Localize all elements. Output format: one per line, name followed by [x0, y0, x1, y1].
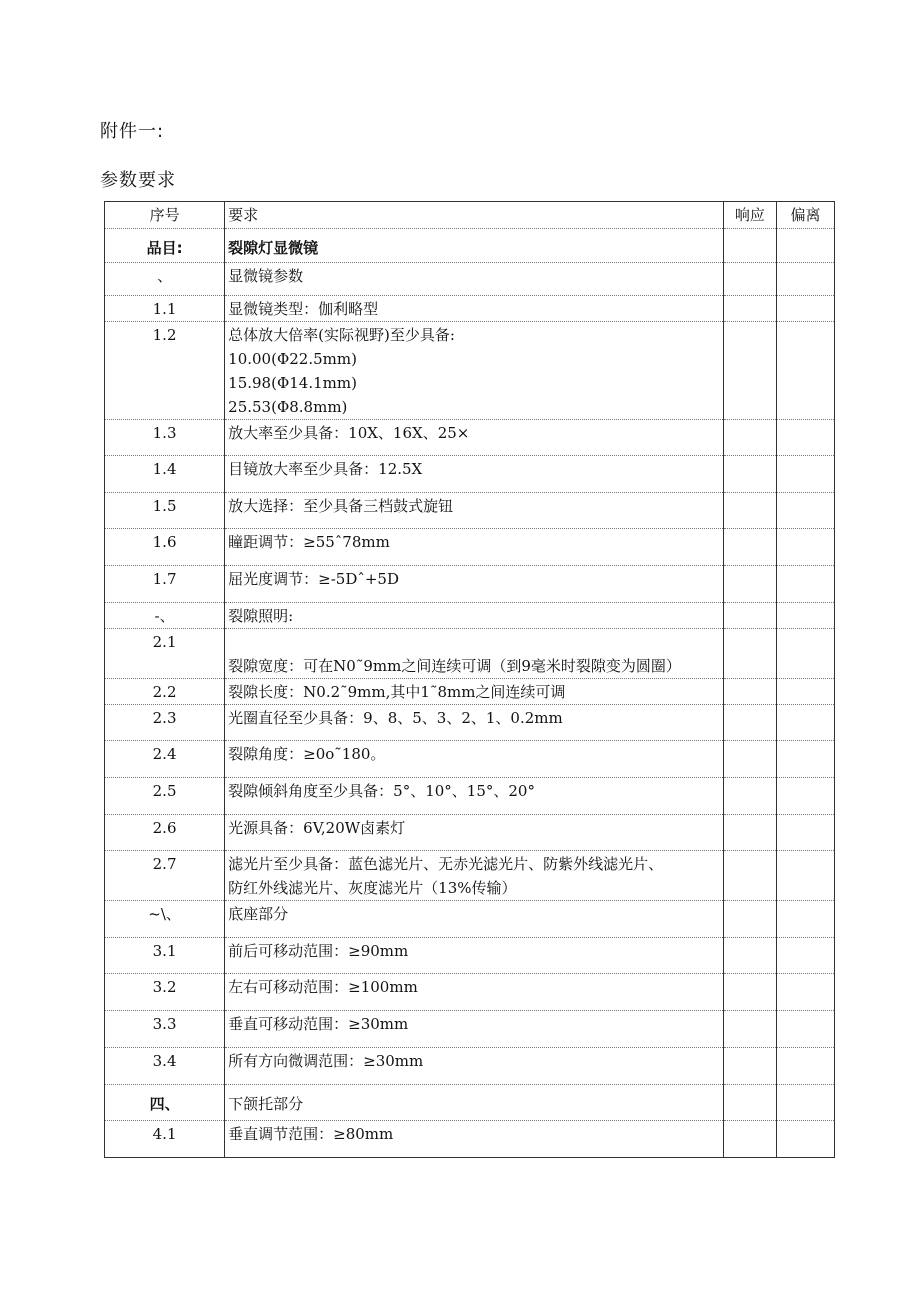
row-requirement — [225, 815, 724, 851]
row-number: 3.3 — [105, 1011, 225, 1048]
response-cell[interactable] — [723, 322, 776, 420]
response-cell[interactable] — [723, 456, 776, 493]
requirement-line: 光源具备：6V,20W卤素灯 — [228, 819, 406, 837]
row-requirement — [225, 1085, 724, 1121]
deviation-cell[interactable] — [776, 566, 834, 603]
row-requirement — [225, 851, 724, 901]
row-requirement — [225, 229, 724, 263]
requirement-line: 15.98(Φ14.1mm) — [228, 374, 357, 392]
deviation-cell[interactable] — [776, 493, 834, 529]
response-cell[interactable] — [723, 1011, 776, 1048]
table-row — [105, 778, 835, 815]
requirement-line: 左右可移动范围：≥100mm — [228, 978, 418, 996]
deviation-cell[interactable] — [776, 529, 834, 566]
response-cell[interactable] — [723, 603, 776, 629]
requirement-line — [228, 630, 720, 654]
row-number: ~\、 — [105, 901, 225, 938]
header-no: 序号 — [105, 202, 225, 229]
table-row — [105, 938, 835, 974]
response-cell[interactable] — [723, 263, 776, 296]
response-cell[interactable] — [723, 1085, 776, 1121]
response-cell[interactable] — [723, 296, 776, 322]
table-row — [105, 815, 835, 851]
deviation-cell[interactable] — [776, 322, 834, 420]
deviation-cell[interactable] — [776, 741, 834, 778]
requirement-line: 防红外线滤光片、灰度滤光片（13%传输） — [228, 879, 517, 897]
parameters-heading: 参数要求 — [100, 170, 176, 191]
response-cell[interactable] — [723, 815, 776, 851]
deviation-cell[interactable] — [776, 938, 834, 974]
row-requirement — [225, 778, 724, 815]
row-number: 2.1 — [105, 629, 225, 679]
response-cell[interactable] — [723, 1121, 776, 1158]
requirement-line: 光圈直径至少具备：9、8、5、3、2、1、0.2mm — [228, 709, 563, 727]
requirement-line: 裂隙角度：≥0o˜180。 — [228, 745, 386, 763]
requirement-line: 底座部分 — [228, 905, 289, 923]
row-number: 四、 — [105, 1085, 225, 1121]
table-row — [105, 1085, 835, 1121]
requirement-line: 裂隙倾斜角度至少具备：5°、10°、15°、20° — [228, 782, 535, 800]
table-row — [105, 420, 835, 456]
response-cell[interactable] — [723, 974, 776, 1011]
response-cell[interactable] — [723, 566, 776, 603]
requirement-line: 放大选择：至少具备三档鼓式旋钮 — [228, 497, 454, 515]
row-number: 1.6 — [105, 529, 225, 566]
row-number: 1.2 — [105, 322, 225, 420]
response-cell[interactable] — [723, 901, 776, 938]
response-cell[interactable] — [723, 1048, 776, 1085]
deviation-cell[interactable] — [776, 629, 834, 679]
row-number: 3.1 — [105, 938, 225, 974]
row-requirement — [225, 263, 724, 296]
row-number: 、 — [105, 263, 225, 296]
row-requirement — [225, 603, 724, 629]
requirement-line: 垂直可移动范围：≥30mm — [228, 1015, 409, 1033]
requirement-line: 垂直调节范围：≥80mm — [228, 1125, 394, 1143]
response-cell[interactable] — [723, 229, 776, 263]
table-row — [105, 741, 835, 778]
deviation-cell[interactable] — [776, 456, 834, 493]
response-cell[interactable] — [723, 493, 776, 529]
header-deviation: 偏离 — [776, 202, 834, 229]
table-header-row — [105, 202, 835, 229]
row-number: 3.2 — [105, 974, 225, 1011]
deviation-cell[interactable] — [776, 229, 834, 263]
row-requirement — [225, 420, 724, 456]
table-row — [105, 851, 835, 901]
requirement-line: 屈光度调节：≥-5Dˆ+5D — [228, 570, 400, 588]
deviation-cell[interactable] — [776, 420, 834, 456]
deviation-cell[interactable] — [776, 974, 834, 1011]
deviation-cell[interactable] — [776, 1121, 834, 1158]
header-response: 响应 — [723, 202, 776, 229]
table-row — [105, 1048, 835, 1085]
row-number: 1.1 — [105, 296, 225, 322]
requirement-line: 前后可移动范围：≥90mm — [228, 942, 409, 960]
row-requirement — [225, 974, 724, 1011]
requirement-line: 10.00(Φ22.5mm) — [228, 350, 357, 368]
row-number: 2.4 — [105, 741, 225, 778]
deviation-cell[interactable] — [776, 815, 834, 851]
row-number: 1.7 — [105, 566, 225, 603]
requirement-line: 总体放大倍率(实际视野)至少具备: — [228, 326, 455, 344]
table-row — [105, 296, 835, 322]
row-requirement — [225, 529, 724, 566]
deviation-cell[interactable] — [776, 603, 834, 629]
table-row — [105, 1121, 835, 1158]
row-requirement — [225, 566, 724, 603]
deviation-cell[interactable] — [776, 1048, 834, 1085]
requirement-line: 滤光片至少具备：蓝色滤光片、无赤光滤光片、防紫外线滤光片、 — [228, 855, 664, 873]
table-row — [105, 456, 835, 493]
table-row — [105, 705, 835, 741]
requirement-line: 目镜放大率至少具备：12.5X — [228, 460, 423, 478]
table-row — [105, 322, 835, 420]
row-number: 2.3 — [105, 705, 225, 741]
table-row — [105, 566, 835, 603]
table-row — [105, 263, 835, 296]
table-row — [105, 1011, 835, 1048]
deviation-cell[interactable] — [776, 705, 834, 741]
row-number: 3.4 — [105, 1048, 225, 1085]
row-number: 2.6 — [105, 815, 225, 851]
row-number: 1.4 — [105, 456, 225, 493]
requirement-line: 裂隙照明: — [228, 607, 294, 625]
requirement-line: 裂隙宽度：可在N0˜9mm之间连续可调（到9毫米时裂隙变为圆圈） — [228, 657, 681, 675]
deviation-cell[interactable] — [776, 263, 834, 296]
row-number: 4.1 — [105, 1121, 225, 1158]
response-cell[interactable] — [723, 529, 776, 566]
table-row — [105, 629, 835, 679]
response-cell[interactable] — [723, 851, 776, 901]
response-cell[interactable] — [723, 629, 776, 679]
response-cell[interactable] — [723, 420, 776, 456]
response-cell[interactable] — [723, 741, 776, 778]
deviation-cell[interactable] — [776, 851, 834, 901]
table-row — [105, 529, 835, 566]
deviation-cell[interactable] — [776, 679, 834, 705]
row-number: 品目: — [105, 229, 225, 263]
row-number: -、 — [105, 603, 225, 629]
table-row — [105, 603, 835, 629]
response-cell[interactable] — [723, 705, 776, 741]
requirement-line: 下颌托部分 — [228, 1095, 304, 1113]
row-number: 1.3 — [105, 420, 225, 456]
row-requirement — [225, 705, 724, 741]
table-row — [105, 679, 835, 705]
requirement-line: 放大率至少具备：10X、16X、25× — [228, 424, 470, 442]
requirement-line: 25.53(Φ8.8mm) — [228, 398, 348, 416]
row-number: 2.2 — [105, 679, 225, 705]
response-cell[interactable] — [723, 938, 776, 974]
requirement-line: 裂隙灯显微镜 — [228, 239, 319, 257]
deviation-cell[interactable] — [776, 1085, 834, 1121]
requirement-line: 显微镜类型：伽利略型 — [228, 300, 379, 318]
row-requirement — [225, 901, 724, 938]
requirement-line: 裂隙长度：N0.2˜9mm,其中1˜8mm之间连续可调 — [228, 683, 566, 701]
table-row — [105, 229, 835, 263]
row-requirement — [225, 1121, 724, 1158]
header-requirement: 要求 — [225, 202, 724, 229]
spec-table — [104, 201, 835, 1158]
deviation-cell[interactable] — [776, 296, 834, 322]
response-cell[interactable] — [723, 679, 776, 705]
row-requirement — [225, 1011, 724, 1048]
table-row — [105, 901, 835, 938]
deviation-cell[interactable] — [776, 1011, 834, 1048]
row-requirement — [225, 296, 724, 322]
row-requirement — [225, 456, 724, 493]
requirement-line: 显微镜参数 — [228, 267, 304, 285]
row-requirement — [225, 1048, 724, 1085]
table-row — [105, 493, 835, 529]
table-row — [105, 974, 835, 1011]
row-requirement — [225, 493, 724, 529]
row-requirement — [225, 629, 724, 679]
row-number: 2.7 — [105, 851, 225, 901]
row-number: 2.5 — [105, 778, 225, 815]
requirement-line: 所有方向微调范围：≥30mm — [228, 1052, 424, 1070]
requirement-line: 瞳距调节：≥55ˆ78mm — [228, 533, 390, 551]
row-requirement — [225, 938, 724, 974]
row-requirement — [225, 741, 724, 778]
deviation-cell[interactable] — [776, 901, 834, 938]
attachment-heading: 附件一: — [100, 121, 165, 142]
row-requirement — [225, 679, 724, 705]
deviation-cell[interactable] — [776, 778, 834, 815]
response-cell[interactable] — [723, 778, 776, 815]
row-requirement — [225, 322, 724, 420]
row-number: 1.5 — [105, 493, 225, 529]
